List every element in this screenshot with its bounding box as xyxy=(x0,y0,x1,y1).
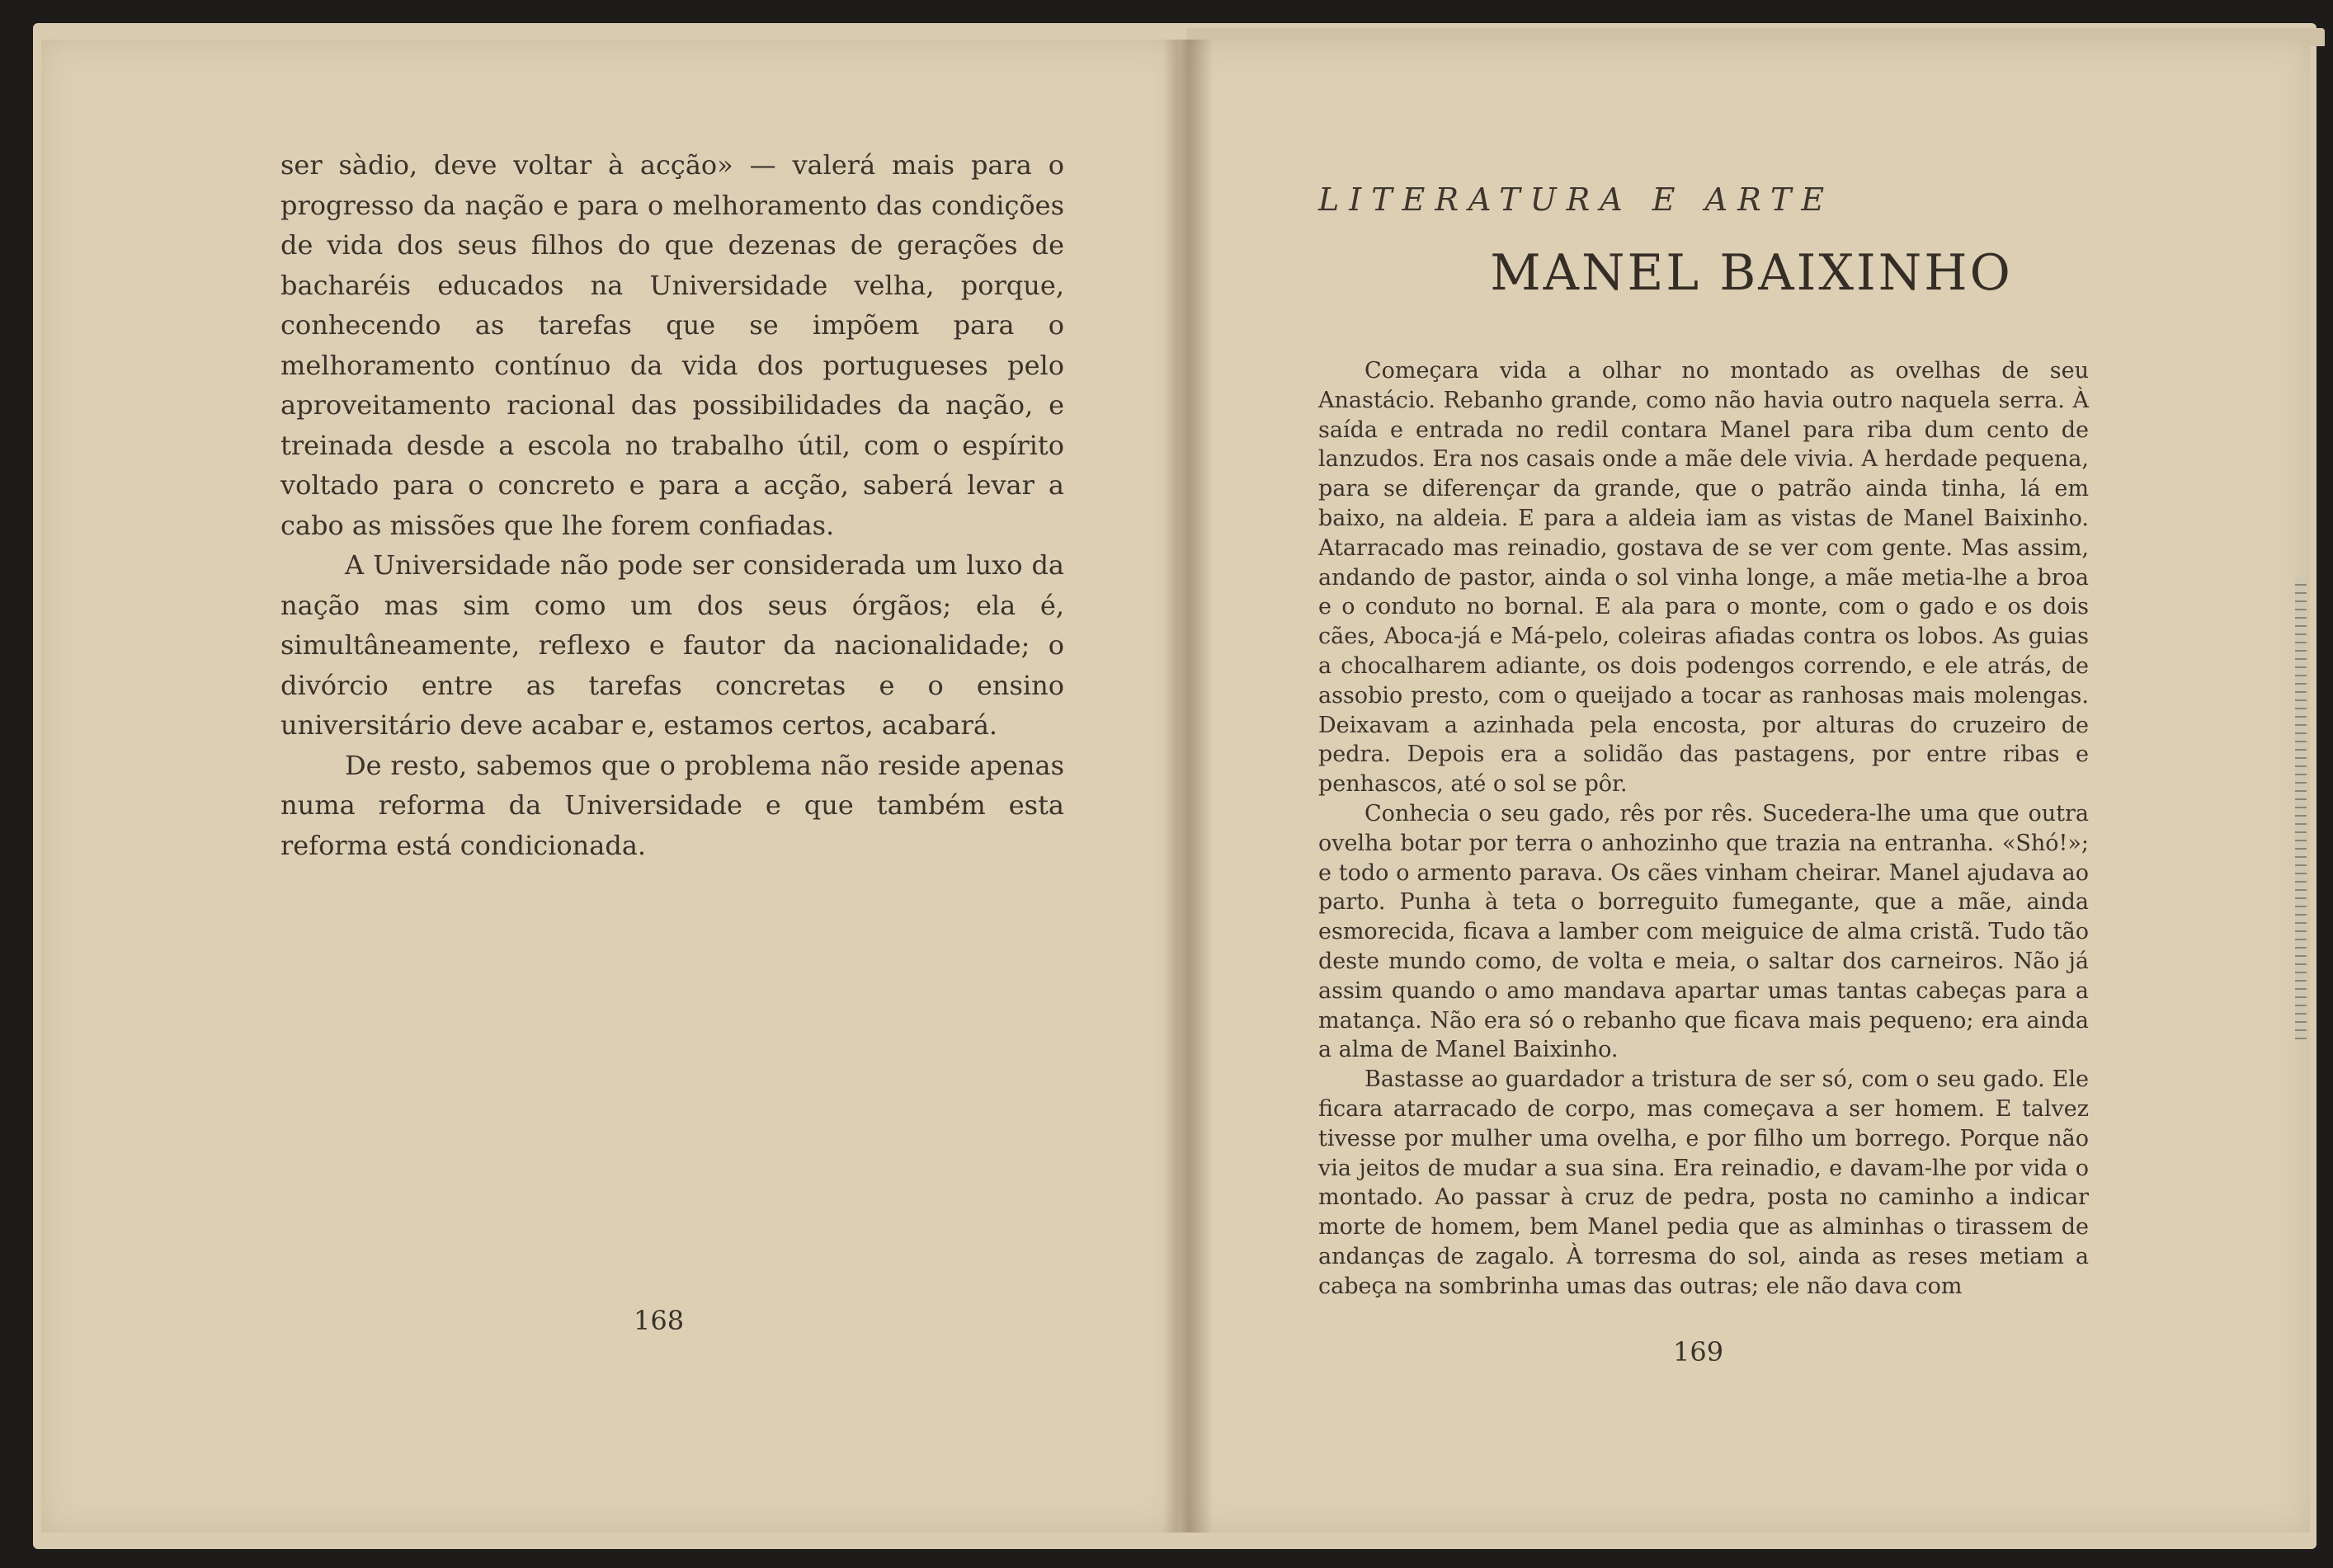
scan-ruler-strip xyxy=(2295,577,2307,1039)
right-page-text xyxy=(1318,356,2089,1302)
left-paragraph-3: De resto, sabemos que o problema não reside apenas numa reforma da Universidade e que também esta reforma está condicionada. xyxy=(280,749,1064,861)
left-page-number: 168 xyxy=(634,1305,685,1336)
left-page-text xyxy=(280,145,1064,865)
right-paragraph-1: Começara vida a olhar no montado as ovelhas de seu Anastácio. Rebanho grande, como não havia outro naquela serra. À saída e entrada no redil contara Manel para riba dum cento de lanzudos. Era nos casais onde a mãe dele vivia. A herdade pequena, para se diferençar da grande, que o patrão ainda tinha, lá em baixo, na aldeia. E para a aldeia iam as vistas de Manel Baixinho. Atarracado mas reinadio, gostava de se ver com gente. Mas assim, andando de pastor, ainda o sol vinha longe, a mãe metia-lhe a broa e o conduto no bornal. E ala para o monte, com o gado e os dois cães, Aboca-já e Má-pelo, coleiras afiadas contra os lobos. As guias a chocalharem adiante, os dois podengos correndo, e ele atrás, de assobio presto, com o queijado a tocar as ranhosas mais molengas. Deixavam a azinhada pela encosta, por alturas do cruzeiro de pedra. Depois era a solidão das pastagens, por entre ribas e penhascos, até o sol se pôr. xyxy=(1318,358,2089,798)
left-paragraph-1: ser sàdio, deve voltar à acção» — valerá mais para o progresso da nação e para o melhoramento das condições de vida dos seus filhos do que dezenas de gerações de bacharéis educados na Universidade velha, porque, conhecendo as tarefas que se impõem para o melhoramento contínuo da vida dos portugueses pelo aproveitamento racional das possibilidades da nação, e treinada desde a escola no trabalho útil, com o espírito voltado para o concreto e para a acção, saberá levar a cabo as missões que lhe forem confiadas. xyxy=(280,149,1064,541)
section-heading: LITERATURA E ARTE xyxy=(1318,181,1835,218)
right-page-number: 169 xyxy=(1673,1336,1724,1368)
article-title: MANEL BAIXINHO xyxy=(1490,244,2013,302)
right-paragraph-3: Bastasse ao guardador a tristura de ser só, com o seu gado. Ele ficara atarracado de corpo, mas começava a ser homem. E talvez tivesse por mulher uma ovelha, e por filho um borrego. Porque não via jeitos de mudar a sua sina. Era reinadio, e davam-lhe por vida o montado. Ao passar à cruz de pedra, posta no caminho a indicar morte de homem, bem Manel pedia que as alminhas o tirassem de andanças de zagalo. À torresma do sol, ainda as reses metiam a cabeça na sombrinha umas das outras; ele não dava com xyxy=(1318,1067,2089,1299)
book-gutter xyxy=(1163,40,1213,1533)
right-paragraph-2: Conhecia o seu gado, rês por rês. Sucedera-lhe uma que outra ovelha botar por terra o anhozinho que trazia na entranha. «Shó!»; e todo o armento parava. Os cães vinham cheirar. Manel ajudava ao parto. Punha à teta o borreguito fumegante, que a mãe, ainda esmorecida, ficava a lamber com meiguice de alma cristã. Tudo tão deste mundo como, de volta e meia, o saltar dos carneiros. Não já assim quando o amo mandava apartar umas tantas cabeças para a matança. Não era só o rebanho que ficava mais pequeno; era ainda a alma de Manel Baixinho. xyxy=(1318,800,2089,1063)
left-paragraph-2: A Universidade não pode ser considerada um luxo da nação mas sim como um dos seus órgãos; ela é, simultâneamente, reflexo e fautor da nacionalidade; o divórcio entre as tarefas concretas e o ensino universitário deve acabar e, estamos certos, acabará. xyxy=(280,549,1064,741)
